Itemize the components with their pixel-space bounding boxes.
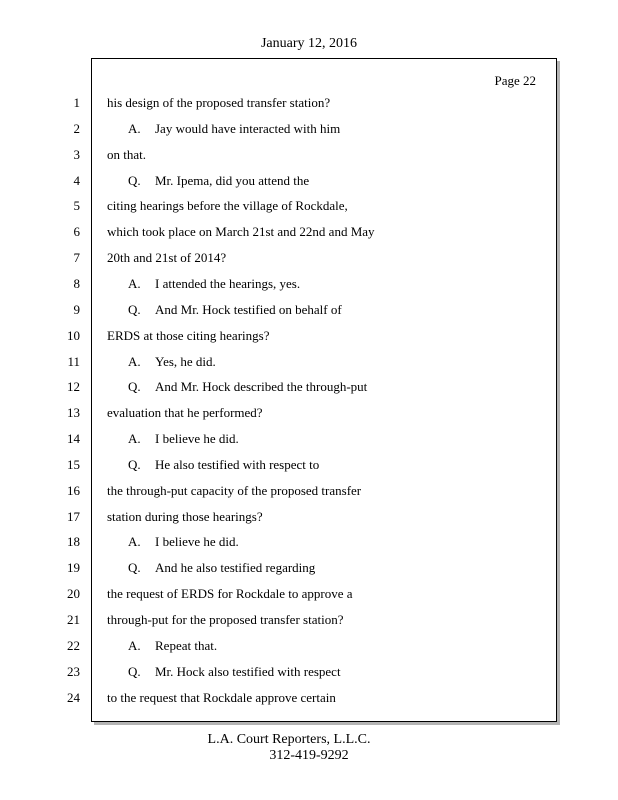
- line-text: I attended the hearings, yes.: [155, 276, 301, 291]
- line-number: 4: [73, 173, 80, 188]
- speaker-label: A.: [128, 431, 141, 446]
- line-text: Jay would have interacted with him: [155, 121, 341, 136]
- line-number: 21: [67, 612, 80, 627]
- line-text: on that.: [107, 147, 146, 162]
- line-text: through-put for the proposed transfer station?: [107, 612, 344, 627]
- line-number: 9: [73, 302, 80, 317]
- line-number: 1: [73, 95, 80, 110]
- transcript-line: [107, 483, 361, 499]
- transcript-line: [128, 534, 239, 550]
- transcript-line: [128, 431, 239, 447]
- line-text: Repeat that.: [155, 638, 218, 653]
- page-number: Page 22: [494, 73, 536, 88]
- transcript-line: [128, 173, 309, 189]
- line-number: 11: [67, 354, 80, 369]
- line-text: 20th and 21st of 2014?: [107, 250, 227, 265]
- speaker-label: Q.: [128, 560, 141, 575]
- transcript-line: [107, 690, 336, 706]
- line-number: 18: [67, 534, 80, 549]
- line-text: evaluation that he performed?: [107, 405, 263, 420]
- line-number: 20: [67, 586, 80, 601]
- line-text: I believe he did.: [155, 534, 239, 549]
- line-text: He also testified with respect to: [155, 457, 320, 472]
- line-number: 19: [67, 560, 80, 575]
- speaker-label: A.: [128, 354, 141, 369]
- line-number: 24: [67, 690, 80, 705]
- line-number: 22: [67, 638, 80, 653]
- speaker-label: A.: [128, 638, 141, 653]
- line-number: 15: [67, 457, 80, 472]
- line-number: 23: [67, 664, 80, 679]
- transcript-line: [128, 560, 315, 576]
- transcript-line: [107, 405, 263, 421]
- line-text: Mr. Ipema, did you attend the: [155, 173, 310, 188]
- line-text: And Mr. Hock described the through-put: [155, 379, 368, 394]
- line-number: 14: [67, 431, 80, 446]
- line-text: his design of the proposed transfer station?: [107, 95, 331, 110]
- speaker-label: Q.: [128, 664, 141, 679]
- transcript-line: [128, 638, 217, 654]
- line-number: 10: [67, 328, 80, 343]
- transcript-line: [107, 328, 269, 344]
- line-text: the through-put capacity of the proposed transfer: [107, 483, 362, 498]
- line-number: 3: [73, 147, 80, 162]
- transcript-line: [128, 379, 367, 395]
- footer-phone: 312-419-9292: [269, 748, 349, 763]
- speaker-label: Q.: [128, 173, 141, 188]
- speaker-label: Q.: [128, 457, 141, 472]
- footer-company: L.A. Court Reporters, L.L.C.: [207, 732, 371, 747]
- line-text: I believe he did.: [155, 431, 239, 446]
- line-text: Yes, he did.: [155, 354, 216, 369]
- transcript-line: [128, 457, 319, 473]
- transcript-line: [107, 509, 263, 525]
- line-text: And he also testified regarding: [155, 560, 316, 575]
- header-date: January 12, 2016: [260, 36, 358, 51]
- transcript-line: [128, 276, 300, 292]
- line-text: ERDS at those citing hearings?: [107, 328, 270, 343]
- line-text: station during those hearings?: [107, 509, 263, 524]
- line-number: 5: [73, 198, 80, 213]
- speaker-label: Q.: [128, 302, 141, 317]
- transcript-line: [128, 302, 342, 318]
- line-number: 13: [67, 405, 80, 420]
- line-text: Mr. Hock also testified with respect: [155, 664, 341, 679]
- transcript-line: [107, 224, 375, 240]
- transcript-line: [107, 147, 146, 163]
- line-text: the request of ERDS for Rockdale to approve a: [107, 586, 353, 601]
- transcript-line: [107, 612, 343, 628]
- speaker-label: A.: [128, 121, 141, 136]
- line-number: 17: [67, 509, 80, 524]
- transcript-line: [128, 354, 216, 370]
- speaker-label: A.: [128, 276, 141, 291]
- line-text: citing hearings before the village of Rockdale,: [107, 198, 348, 213]
- line-number: 2: [73, 121, 80, 136]
- line-text: to the request that Rockdale approve certain: [107, 690, 336, 705]
- transcript-line: [107, 586, 352, 602]
- transcript-line: [107, 250, 226, 266]
- line-number: 12: [67, 379, 80, 394]
- transcript-line: [128, 664, 341, 680]
- transcript-line: [107, 95, 330, 111]
- transcript-line: [128, 121, 340, 137]
- line-text: which took place on March 21st and 22nd and May: [107, 224, 375, 239]
- speaker-label: A.: [128, 534, 141, 549]
- speaker-label: Q.: [128, 379, 141, 394]
- line-number: 16: [67, 483, 80, 498]
- line-number: 6: [73, 224, 80, 239]
- line-number: 8: [73, 276, 80, 291]
- line-text: And Mr. Hock testified on behalf of: [155, 302, 342, 317]
- line-number: 7: [73, 250, 80, 265]
- transcript-line: [107, 198, 348, 214]
